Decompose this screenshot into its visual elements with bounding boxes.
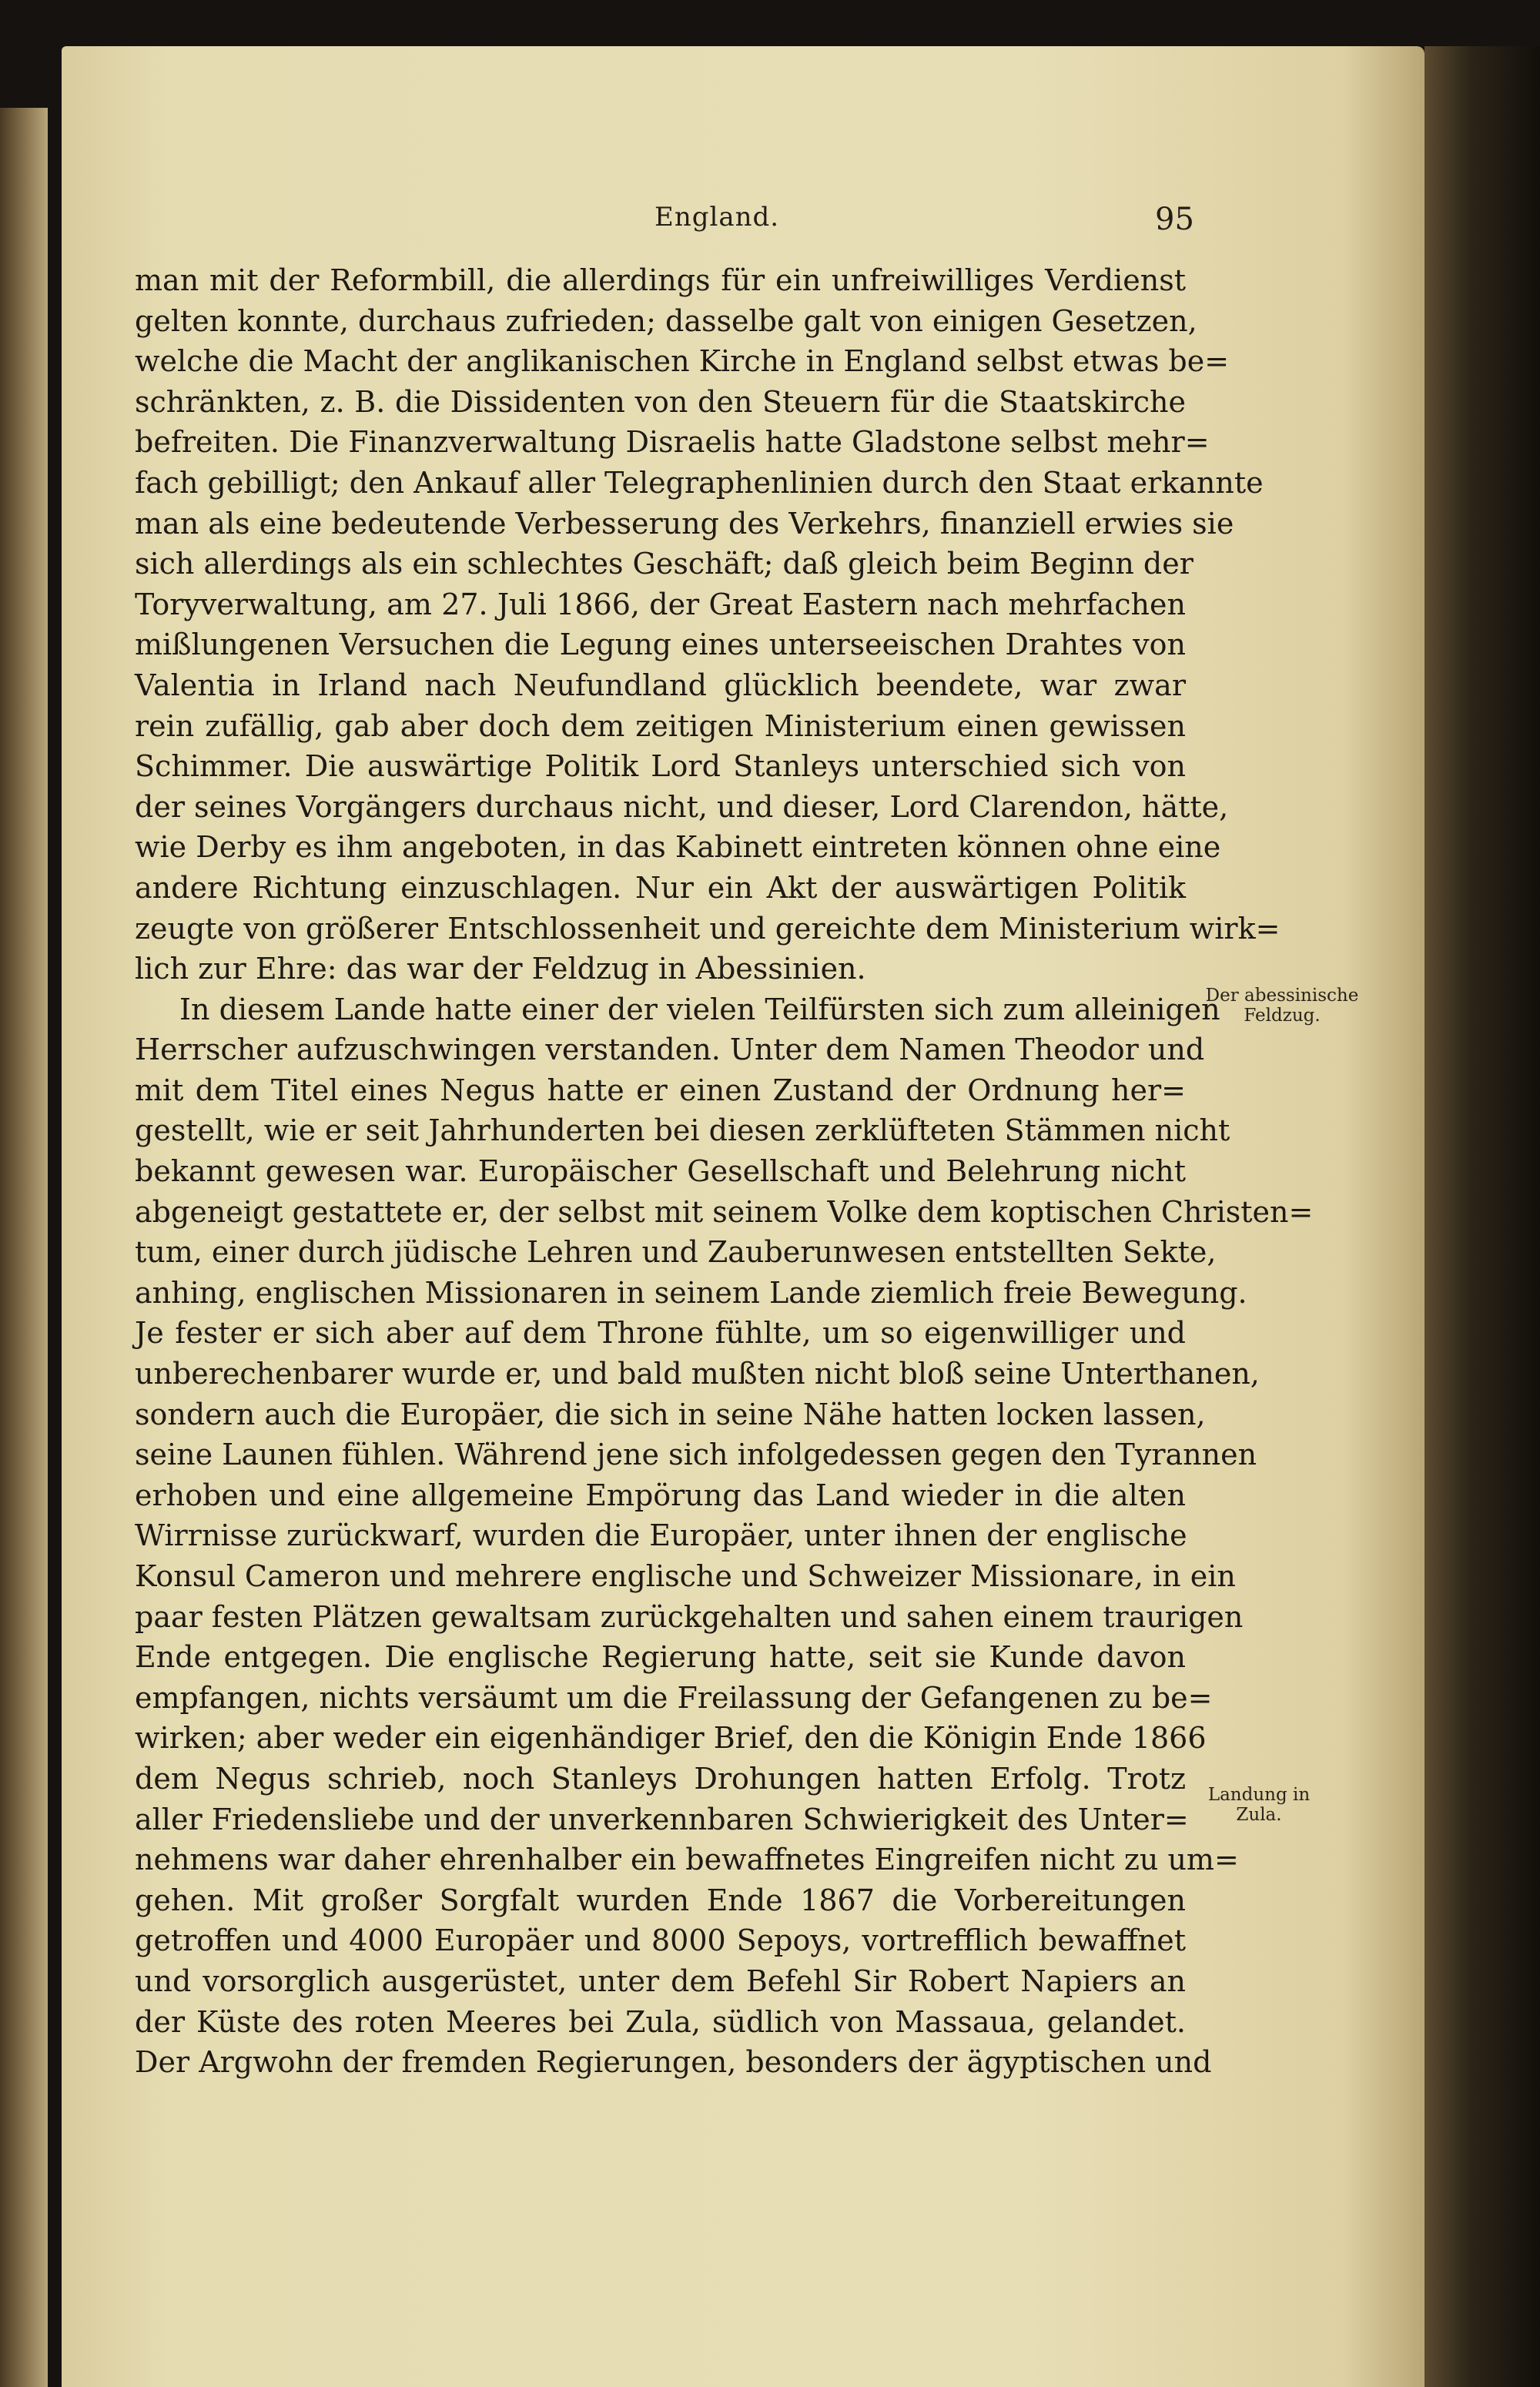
text-line: Je fester er sich aber auf dem Throne fühlte, um so eigenwilliger und <box>135 1316 1186 1351</box>
text-line: Ende entgegen. Die englische Regierung hatte, seit sie Kunde davon <box>135 1640 1186 1675</box>
text-line: seine Launen fühlen. Während jene sich infolgedessen gegen den Tyrannen <box>135 1438 1257 1472</box>
text-line: gelten konnte, durchaus zufrieden; dasselbe galt von einigen Gesetzen, <box>135 303 1197 338</box>
text-line: zeugte von größerer Entschlossenheit und gereichte dem Ministerium wirk= <box>135 911 1281 946</box>
text-line: getroffen und 4000 Europäer und 8000 Sepoys, vortrefflich bewaffnet <box>135 1923 1186 1958</box>
text-line: dem Negus schrieb, noch Stanleys Drohungen hatten Erfolg. Trotz <box>135 1761 1186 1796</box>
text-line: erhoben und eine allgemeine Empörung das Land wieder in die alten <box>135 1478 1186 1512</box>
text-line: wie Derby es ihm angeboten, in das Kabinett eintreten können ohne eine <box>135 830 1221 865</box>
text-line: mißlungenen Versuchen die Legung eines unterseeischen Drahtes von <box>135 628 1186 662</box>
marginal-note-feldzug: Der abessinische Feldzug. <box>1205 986 1359 1026</box>
text-line: anhing, englischen Missionaren in seinem Lande ziemlich freie Bewegung. <box>135 1275 1247 1310</box>
text-line: man mit der Reformbill, die allerdings für ein unfreiwilliges Verdienst <box>135 263 1186 297</box>
text-line: Schimmer. Die auswärtige Politik Lord Stanleys unterschied sich von <box>135 749 1186 784</box>
text-line: man als eine bedeutende Verbesserung des Verkehrs, finanziell erwies sie <box>135 506 1234 541</box>
text-line: wirken; aber weder ein eigenhändiger Brief, den die Königin Ende 1866 <box>135 1721 1207 1756</box>
text-line: Herrscher aufzuschwingen verstanden. Unter dem Namen Theodor und <box>135 1033 1205 1067</box>
text-line: Wirrnisse zurückwarf, wurden die Europäer, unter ihnen der englische <box>135 1518 1187 1553</box>
previous-page-edge <box>0 108 48 2387</box>
text-line: rein zufällig, gab aber doch dem zeitigen Ministerium einen gewissen <box>135 708 1186 743</box>
text-line: unberechenbarer wurde er, und bald mußten nicht bloß seine Unterthanen, <box>135 1357 1260 1391</box>
text-line: empfangen, nichts versäumt um die Freilassung der Gefangenen zu be= <box>135 1680 1213 1715</box>
text-line: der Küste des roten Meeres bei Zula, südlich von Massaua, gelandet. <box>135 2004 1186 2039</box>
running-head: England. <box>654 202 780 233</box>
text-line: fach gebilligt; den Ankauf aller Telegraphenlinien durch den Staat erkannte <box>135 465 1264 500</box>
text-line: sondern auch die Europäer, die sich in seine Nähe hatten locken lassen, <box>135 1397 1206 1431</box>
text-line: Der Argwohn der fremden Regierungen, besonders der ägyptischen und <box>135 2045 1212 2080</box>
text-line: Valentia in Irland nach Neufundland glücklich beendete, war zwar <box>135 668 1186 702</box>
text-line: sich allerdings als ein schlechtes Geschäft; daß gleich beim Beginn der <box>135 547 1194 581</box>
text-line: aller Friedensliebe und der unverkennbaren Schwierigkeit des Unter= <box>135 1802 1189 1836</box>
text-line: andere Richtung einzuschlagen. Nur ein Akt der auswärtigen Politik <box>135 870 1186 905</box>
text-line: gestellt, wie er seit Jahrhunderten bei diesen zerklüfteten Stämmen nicht <box>135 1113 1230 1148</box>
text-line: mit dem Titel eines Negus hatte er einen Zustand der Ordnung her= <box>135 1073 1186 1107</box>
page-gutter-shadow <box>1424 46 1540 2387</box>
text-line: bekannt gewesen war. Europäischer Gesellschaft und Belehrung nicht <box>135 1154 1186 1189</box>
text-line: nehmens war daher ehrenhalber ein bewaffnetes Eingreifen nicht zu um= <box>135 1843 1239 1877</box>
page-number: 95 <box>1155 202 1194 237</box>
text-line: tum, einer durch jüdische Lehren und Zauberunwesen entstellten Sekte, <box>135 1235 1217 1270</box>
text-line: befreiten. Die Finanzverwaltung Disraelis hatte Gladstone selbst mehr= <box>135 425 1210 460</box>
marginal-note-landung: Landung in Zula. <box>1207 1785 1311 1825</box>
text-line: Toryverwaltung, am 27. Juli 1866, der Great Eastern nach mehrfachen <box>135 587 1186 621</box>
text-line: lich zur Ehre: das war der Feldzug in Abessinien. <box>135 952 866 986</box>
paragraph-start-line: In diesem Lande hatte einer der vielen Teilfürsten sich zum alleinigen <box>179 992 1220 1026</box>
text-line: der seines Vorgängers durchaus nicht, und dieser, Lord Clarendon, hätte, <box>135 789 1229 824</box>
text-line: gehen. Mit großer Sorgfalt wurden Ende 1867 die Vorbereitungen <box>135 1883 1186 1917</box>
text-line: und vorsorglich ausgerüstet, unter dem Befehl Sir Robert Napiers an <box>135 1964 1186 1998</box>
text-line: Konsul Cameron und mehrere englische und Schweizer Missionare, in ein <box>135 1559 1236 1593</box>
text-line: schränkten, z. B. die Dissidenten von den Steuern für die Staatskirche <box>135 384 1186 419</box>
text-line: paar festen Plätzen gewaltsam zurückgehalten und sahen einem traurigen <box>135 1599 1244 1634</box>
text-line: welche die Macht der anglikanischen Kirche in England selbst etwas be= <box>135 344 1230 379</box>
text-line: abgeneigt gestattete er, der selbst mit seinem Volke dem koptischen Christen= <box>135 1194 1314 1229</box>
